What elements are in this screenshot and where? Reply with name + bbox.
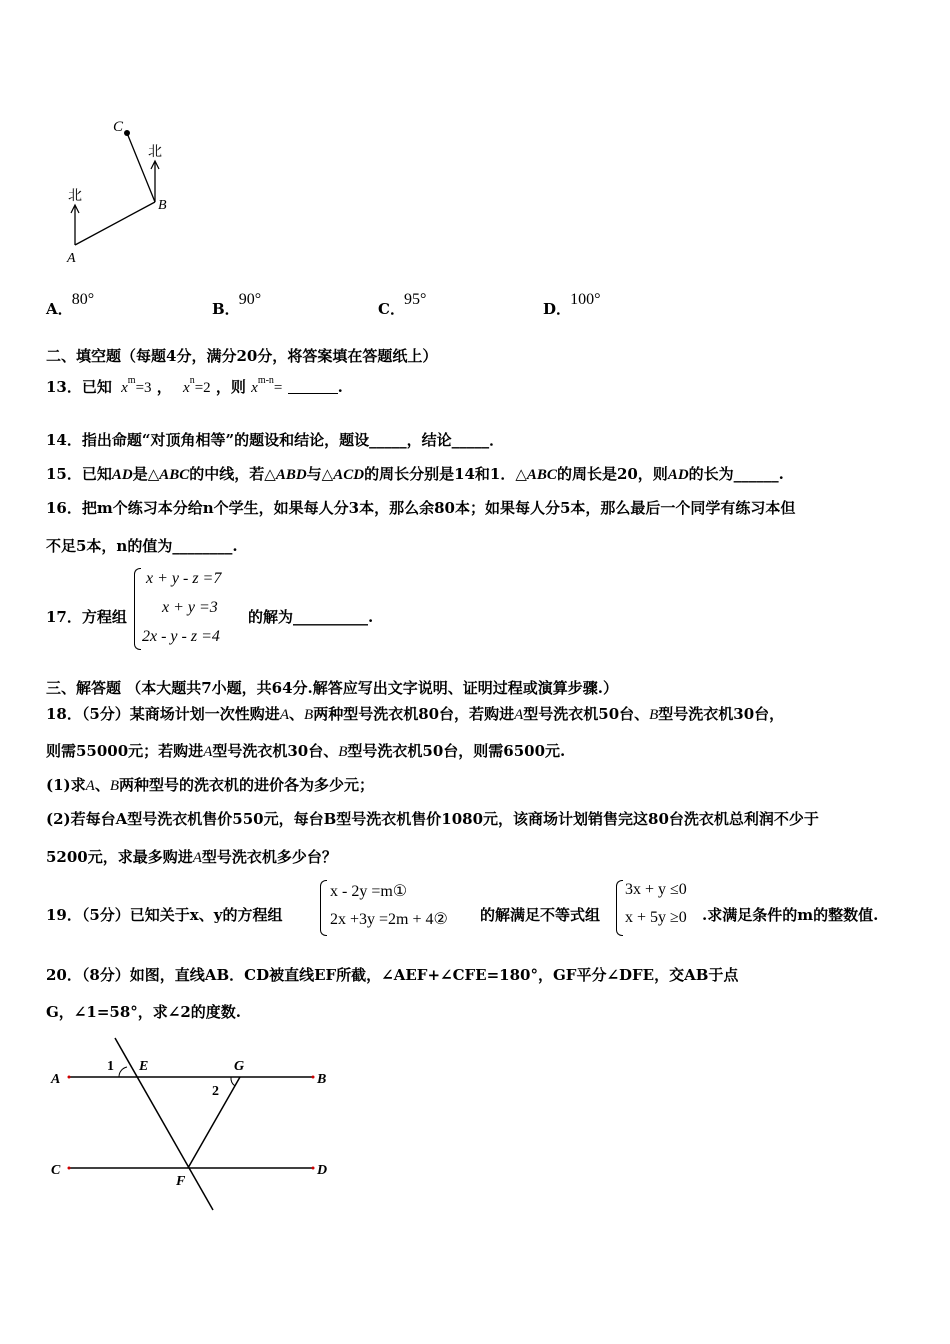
angle-1-arc	[119, 1067, 127, 1077]
option-a-label: A．	[46, 300, 73, 318]
option-d-value: 100°	[570, 291, 601, 308]
label-b: B	[317, 1072, 327, 1087]
option-a[interactable]	[46, 288, 95, 318]
option-b[interactable]	[212, 288, 262, 318]
label-e: E	[139, 1059, 149, 1074]
point-b	[312, 1076, 315, 1079]
option-a-value: 80°	[71, 291, 95, 308]
q19-ineq1: 3x + y ≤0	[625, 881, 687, 898]
q13-prefix: 13．已知	[46, 378, 112, 396]
label-b: B	[158, 198, 167, 213]
question-18-part2-line2: 5200元，求最多购进A型号洗衣机多少台？	[46, 848, 337, 866]
compass-diagram	[55, 112, 185, 272]
label-f: F	[176, 1174, 186, 1189]
q13-expr2: $x^n=2$	[183, 375, 211, 396]
q13-then: ，则	[215, 378, 246, 396]
segment-bc	[127, 133, 155, 202]
label-angle-1: 1	[107, 1059, 114, 1074]
line-ef	[115, 1038, 213, 1210]
question-19-prefix: 19．（5分）已知关于x、y的方程组	[46, 906, 283, 924]
label-d: D	[317, 1163, 328, 1178]
question-17-prefix: 17．方程组	[46, 608, 127, 626]
q19-brace1	[320, 880, 327, 936]
q13-end: .	[337, 378, 343, 396]
question-16-line2: 不足5本，n的值为________.	[46, 537, 238, 555]
parallel-lines-diagram	[45, 1030, 345, 1220]
label-angle-2: 2	[212, 1084, 219, 1099]
q19-eq1: x - 2y =m①	[330, 883, 408, 900]
question-16-line1: 16．把m个练习本分给n个学生，如果每人分3本，那么余80本；如果每人分5本，那么最后一个同学有练习本但	[46, 499, 796, 517]
q19-eq2: 2x +3y =2m + 4②	[330, 911, 448, 928]
question-17-tail: 的解为__________.	[248, 608, 374, 626]
q13-expr1: $x^m=3$	[121, 375, 152, 396]
option-d[interactable]	[543, 288, 601, 318]
option-d-label: D．	[543, 300, 572, 318]
question-14: 14．指出命题“对顶角相等”的题设和结论，题设_____，结论_____．	[46, 431, 505, 449]
label-c: C	[51, 1163, 61, 1178]
option-b-value: 90°	[238, 291, 262, 308]
label-north-a: 北	[68, 189, 82, 204]
label-a: A	[51, 1072, 61, 1087]
question-18-line1: 18．（5分）某商场计划一次性购进A、B两种型号洗衣机80台，若购进A型号洗衣机50台、B型号洗衣机30台，	[46, 705, 785, 723]
option-c-value: 95°	[404, 291, 427, 308]
q17-eq2: x + y =3	[162, 599, 218, 616]
label-north-b: 北	[148, 145, 162, 160]
question-20-line2: G，∠1=58°，求∠2的度数.	[46, 1003, 241, 1021]
angle-2-arc	[231, 1077, 235, 1086]
question-13	[46, 375, 343, 397]
question-20-line1: 20．（8分）如图，直线AB．CD被直线EF所截，∠AEF+∠CFE=180°，GF平分∠DFE，交AB于点	[46, 966, 739, 984]
option-b-label: B．	[212, 300, 240, 318]
q13-answer-blank[interactable]	[288, 379, 338, 394]
q13-comma: ，	[156, 378, 172, 396]
label-c: C	[113, 119, 124, 135]
option-c-label: C．	[378, 300, 405, 318]
question-19-mid: 的解满足不等式组	[480, 906, 601, 924]
option-c[interactable]	[378, 288, 427, 318]
point-d	[312, 1167, 315, 1170]
q17-eq3: 2x - y - z =4	[142, 628, 220, 645]
section2-title: 二、填空题（每题4分，满分20分，将答案填在答题纸上）	[46, 347, 438, 365]
segment-ab	[75, 202, 155, 245]
q17-brace	[134, 568, 141, 650]
label-a: A	[67, 251, 76, 266]
question-18-part1: (1)求A、B两种型号的洗衣机的进价各为多少元；	[46, 776, 375, 794]
question-19-tail: .求满足条件的m的整数值.	[702, 906, 879, 924]
question-18-line2: 则需55000元；若购进A型号洗衣机30台、B型号洗衣机50台，则需6500元.	[46, 742, 566, 760]
point-c	[124, 130, 130, 136]
q17-eq1: x + y - z =7	[146, 570, 222, 587]
label-g: G	[234, 1059, 245, 1074]
q13-expr3: $x^{m-n}=$	[251, 375, 283, 396]
point-c	[68, 1167, 71, 1170]
point-a	[68, 1076, 71, 1079]
question-18-part2-line1: (2)若每台A型号洗衣机售价550元，每台B型号洗衣机售价1080元，该商场计划销售完这80台洗衣机总利润不少于	[46, 810, 819, 828]
q19-ineq2: x + 5y ≥0	[625, 909, 687, 926]
q19-brace2	[616, 880, 623, 936]
section3-title: 三、解答题 （本大题共7小题，共64分.解答应写出文字说明、证明过程或演算步骤.）	[46, 679, 618, 697]
question-15: 15．已知AD是△ABC的中线，若△ABD与△ACD的周长分别是14和1．△ABC的周长是20，则AD的长为______.	[46, 465, 784, 483]
